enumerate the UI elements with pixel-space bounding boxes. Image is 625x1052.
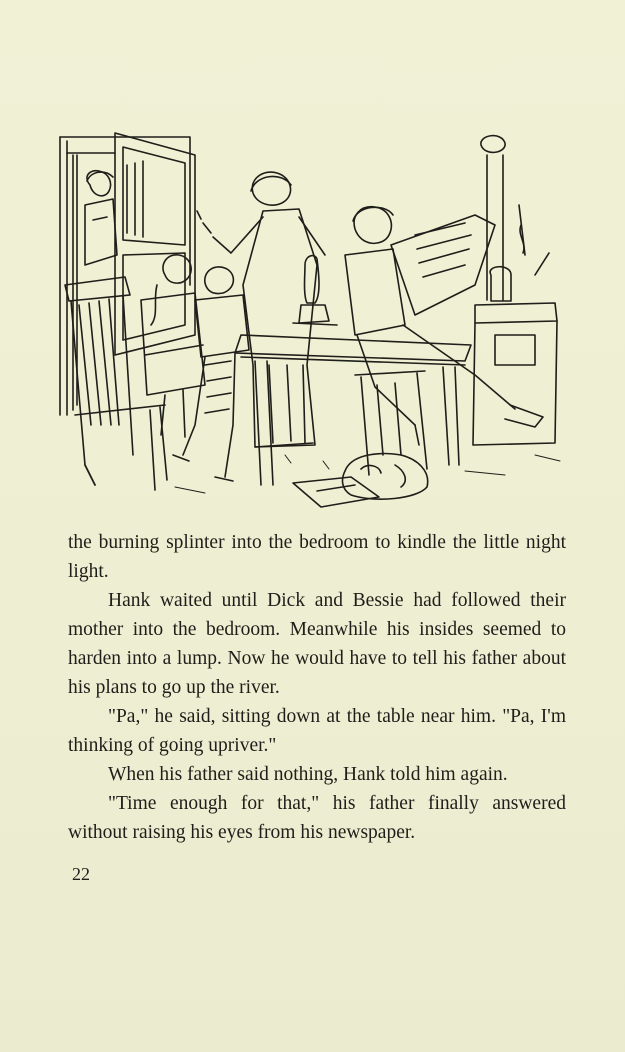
father-chair-drawing: [355, 371, 427, 475]
paragraph: "Pa," he said, sitting down at the table near him. "Pa, I'm thinking of going upriver.": [68, 706, 566, 756]
door-frame-drawing: [60, 137, 190, 415]
book-drawing: [293, 477, 379, 507]
paragraph: When his father said nothing, Hank told him again.: [108, 764, 508, 785]
sleeping-dog-drawing: [343, 454, 428, 500]
paragraph: the burning splinter into the bedroom to kindle the little night light.: [68, 532, 566, 582]
family-kitchen-scene-illustration: [55, 125, 570, 520]
left-chair-drawing: [65, 277, 167, 490]
peeking-child-drawing: [85, 171, 117, 265]
body-text: [68, 528, 566, 847]
newspaper-drawing: [391, 215, 495, 315]
paragraph: "Time enough for that," his father finally answered without raising his eyes from his newspaper.: [68, 793, 566, 843]
mother-drawing: [197, 172, 325, 447]
stove-drawing: [473, 136, 557, 445]
table-drawing: [235, 335, 471, 485]
page-number: 22: [72, 864, 90, 884]
paragraph: Hank waited until Dick and Bessie had followed their mother into the bedroom. Meanwhile his insides seemed to harden into a lump. Now he would have to tell his father about his plans to go up the river.: [68, 590, 566, 698]
open-door-drawing: [115, 133, 195, 355]
